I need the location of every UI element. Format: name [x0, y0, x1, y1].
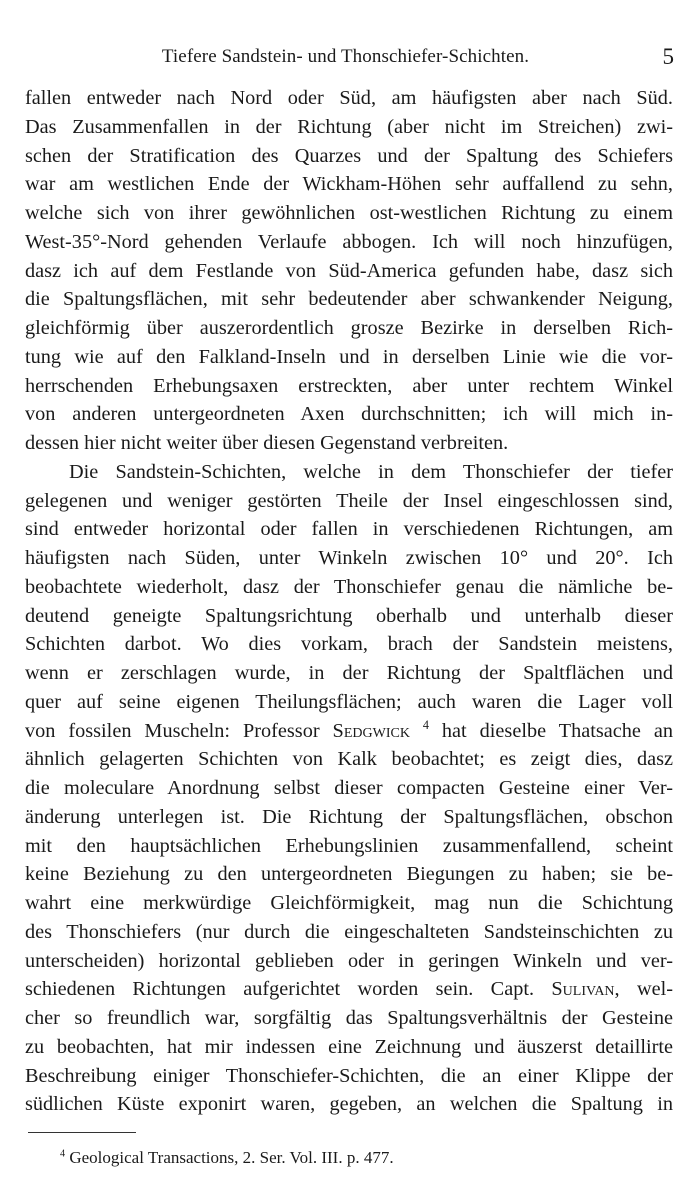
running-title: Tiefere Sandstein- und Thonschiefer-Schichten. [161, 46, 530, 67]
line-segment: von fossilen Muscheln: Professor [25, 719, 333, 742]
text-line [25, 975, 673, 1004]
text-line: West-35°-Nord gehenden Verlaufe abbogen. Ich will noch hinzufügen, [25, 230, 673, 253]
text-line: war am westlichen Ende der Wickham-Höhen sehr auffallend zu sehn, [25, 173, 673, 196]
footnote-reference: 4 [422, 717, 429, 732]
text-line: cher so freundlich war, sorgfältig das Spaltungsverhältnis der Gesteine [25, 1007, 673, 1029]
text-line: die Spaltungsflächen, mit sehr bedeutender aber schwankender Neigung, [25, 288, 673, 311]
text-line: änderung unterlegen ist. Die Richtung der Spaltungsflächen, obschon [25, 805, 673, 828]
line-segment: schiedenen Richtungen aufgerichtet worden sein. Capt. [25, 978, 552, 1001]
text-line: dasz ich auf dem Festlande von Süd-America gefunden habe, dasz sich [25, 259, 673, 282]
body-text [25, 84, 673, 1119]
text-line: keine Beziehung zu den untergeordneten Biegungen zu haben; sie be- [25, 863, 673, 886]
page-number: 5 [662, 44, 674, 69]
text-line: des Thonschiefers (nur durch die eingeschalteten Sandsteinschichten zu [25, 920, 673, 943]
text-line: gelegenen und weniger gestörten Theile der Insel eingeschlossen sind, [25, 489, 673, 512]
text-line: mit den hauptsächlichen Erhebungslinien zusammenfallend, scheint [25, 834, 673, 857]
text-line: häufigsten nach Süden, unter Winkeln zwischen 10° und 20°. Ich [25, 547, 673, 569]
footnote-mark: 4 [60, 1148, 66, 1160]
text-line: tung wie auf den Falkland-Inseln und in derselben Linie wie die vor- [25, 345, 673, 368]
line-segment: hat dieselbe Thatsache an [428, 719, 673, 742]
text-line: von anderen untergeordneten Axen durchschnitten; ich will mich in- [25, 403, 673, 426]
text-line: wenn er zerschlagen wurde, in der Richtung der Spaltflächen und [25, 662, 673, 684]
text-line: Das Zusammenfallen in der Richtung (aber nicht im Streichen) zwi- [25, 115, 673, 138]
text-line: Beschreibung einiger Thonschiefer-Schichten, die an einer Klippe der [25, 1064, 673, 1087]
text-line: quer auf seine eigenen Theilungsflächen; auch waren die Lager voll [25, 690, 673, 713]
text-line: ähnlich gelagerten Schichten von Kalk beobachtet; es zeigt dies, dasz [25, 748, 673, 771]
text-line: beobachtete wiederholt, dasz der Thonschiefer genau die nämliche be- [25, 575, 673, 598]
footnote-text: Geological Transactions, 2. Ser. Vol. III. p. 477. [65, 1148, 394, 1167]
text-line: fallen entweder nach Nord oder Süd, am häufigsten aber nach Süd. [25, 87, 673, 109]
text-line: zu beobachten, hat mir indessen eine Zeichnung und äuszerst detaillirte [25, 1035, 673, 1058]
text-line: wahrt eine merkwürdige Gleichförmigkeit, mag nun die Schichtung [25, 892, 673, 914]
text-line: sind entweder horizontal oder fallen in verschiedenen Richtungen, am [25, 518, 673, 541]
text-line: deutend geneigte Spaltungsrichtung oberhalb und unterhalb dieser [25, 604, 673, 627]
author-name-sulivan: Sulivan [551, 978, 615, 1001]
text-line: Die Sandstein-Schichten, welche in dem Thonschiefer der tiefer [69, 460, 673, 483]
text-line: südlichen Küste exponirt waren, gegeben, an welchen die Spaltung in [25, 1093, 673, 1116]
footnote [60, 1148, 394, 1168]
text-line: welche sich von ihrer gewöhnlichen ost-westlichen Richtung zu einem [25, 202, 673, 224]
text-line: unterscheiden) horizontal geblieben oder in geringen Winkeln und ver- [25, 949, 673, 972]
text-line: gleichförmig über auszerordentlich grosze Bezirke in derselben Rich- [25, 317, 673, 339]
author-name-sedgwick: Sedgwick [332, 719, 410, 742]
text-line: Schichten darbot. Wo dies vorkam, brach der Sandstein meistens, [25, 633, 673, 656]
footnote-rule [28, 1132, 136, 1133]
text-line: die moleculare Anordnung selbst dieser compacten Gesteine einer Ver- [25, 777, 673, 799]
text-line: dessen hier nicht weiter über diesen Gegenstand verbreiten. [25, 432, 509, 454]
line-segment: , wel- [614, 978, 673, 1001]
text-line [25, 717, 673, 746]
text-line: herrschenden Erhebungsaxen erstreckten, aber unter rechtem Winkel [25, 374, 673, 397]
running-header [0, 46, 691, 76]
text-line: schen der Stratification des Quarzes und der Spaltung des Schiefers [25, 144, 673, 167]
